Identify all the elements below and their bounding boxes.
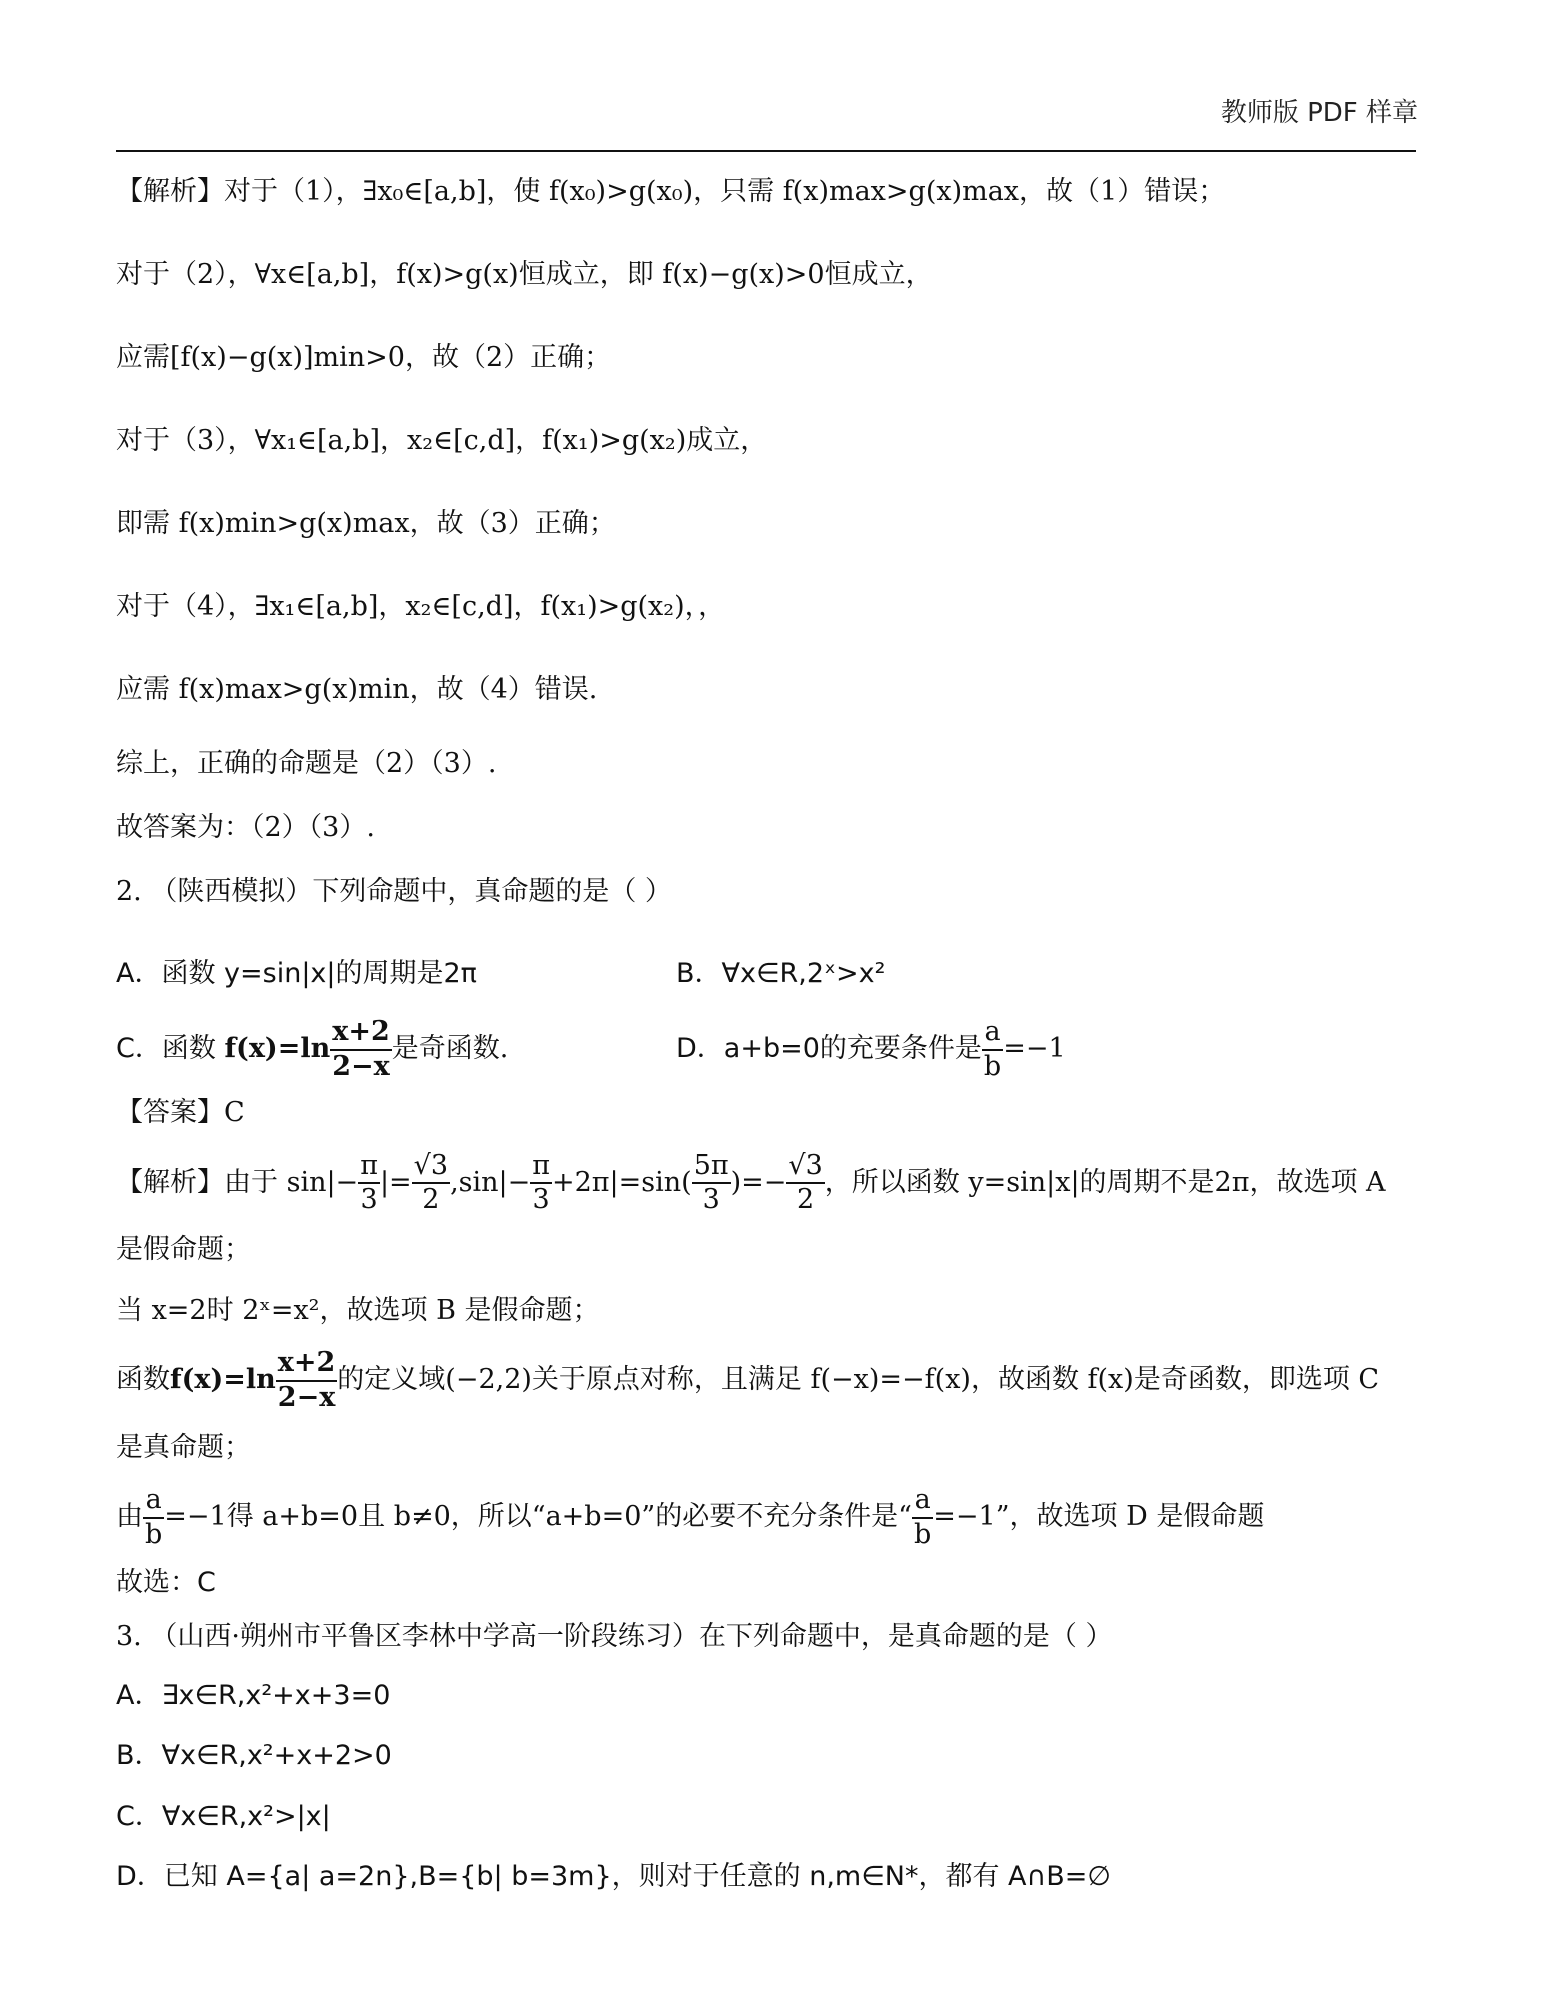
q3-option-a: A．∃x∈R,x²+x+3=0: [116, 1679, 391, 1711]
document-body: [116, 176, 1416, 1893]
q2-option-c: [116, 1016, 676, 1083]
a2-prefix: 【解析】由于 sin|−: [116, 1166, 359, 1198]
a2-conclusion: ，所以函数 y=sin|x|的周期不是2π，故选项 A: [824, 1166, 1386, 1198]
fraction-denominator: 3: [532, 1183, 550, 1215]
analysis-2-line-1: [116, 1150, 1416, 1217]
analysis-1-block: [116, 176, 1416, 936]
a2-frac-pi-3b: [530, 1150, 552, 1217]
analysis-2-line-3: [116, 1347, 1416, 1414]
a2-p4-middle: =−1得 a+b=0且 b≠0，所以“a+b=0”的必要不充分条件是“: [164, 1501, 912, 1533]
page-header: 教师版 PDF 样章: [1220, 98, 1418, 128]
a2-eq1: |=: [379, 1166, 412, 1198]
analysis-2-line-2: 当 x=2时 2ˣ=x²，故选项 B 是假命题；: [116, 1294, 600, 1326]
a2-sin2: ,sin|−: [450, 1166, 531, 1198]
a2-frac-pi-3: [358, 1150, 380, 1217]
fraction-numerator: π: [358, 1150, 380, 1184]
analysis-1-summary: 综上，正确的命题是（2）（3）.: [116, 748, 497, 779]
analysis-1-line-2: 对于（2），∀x∈[a,b]，f(x)>g(x)恒成立，即 f(x)−g(x)>0恒成立，: [116, 259, 933, 290]
q3-option-b: B．∀x∈R,x²+x+2>0: [116, 1740, 392, 1772]
a2-p3-suffix: 的定义域(−2,2)关于原点对称，且满足 f(−x)=−f(x)，故函数 f(x)是奇函数，即选项 C: [337, 1364, 1380, 1396]
question-3-stem: 3. （山西·朔州市平鲁区李林中学高一阶段练习）在下列命题中，是真命题的是（ ）: [116, 1621, 1113, 1653]
q2-row-ab: [116, 958, 1416, 990]
q3-option-d: D．已知 A={a| a=2n},B={b| b=3m}，则对于任意的 n,m∈N*，都有 A∩B=∅: [116, 1861, 1111, 1893]
fraction-numerator: 5π: [692, 1150, 731, 1184]
fraction-numerator: x+2: [330, 1016, 392, 1050]
q2-answer: 【答案】C: [116, 1097, 245, 1129]
q2-option-c-suffix: 是奇函数.: [391, 1033, 509, 1065]
fraction-denominator: 2: [422, 1183, 440, 1215]
a2-frac-sqrt3-2b: [786, 1150, 824, 1217]
q2-option-a: A．函数 y=sin|x|的周期是2π: [116, 958, 477, 989]
fraction-denominator: 3: [360, 1183, 378, 1215]
analysis-1-line-6: 对于（4），∃x₁∈[a,b]，x₂∈[c,d]，f(x₁)>g(x₂)，，: [116, 591, 726, 622]
fraction-numerator: a: [982, 1016, 1003, 1050]
a2-plus2pi: +2π|=sin(: [552, 1166, 692, 1198]
header-rule: [116, 150, 1416, 152]
analysis-2-line-3-cont: 是真命题；: [116, 1431, 251, 1463]
fraction-denominator: 3: [702, 1183, 720, 1215]
a2-frac-sqrt3-2: [412, 1150, 450, 1217]
analysis-2-line-4: [116, 1484, 1416, 1551]
q2-option-d-suffix: =−1: [1003, 1033, 1066, 1065]
a2-p3-prefix: 函数: [116, 1364, 170, 1396]
q2-option-c-fraction: [330, 1016, 392, 1083]
a2-p3-fraction: [276, 1347, 338, 1414]
q2-option-d-prefix: D．a+b=0的充要条件是: [676, 1033, 982, 1065]
fraction-denominator: 2−x: [332, 1050, 390, 1082]
fraction-numerator: a: [912, 1484, 933, 1518]
a2-frac-5pi-3: [692, 1150, 731, 1217]
analysis-2-line-1-cont: 是假命题；: [116, 1234, 251, 1266]
a2-p4-prefix: 由: [116, 1501, 143, 1533]
fraction-numerator: a: [143, 1484, 164, 1518]
a2-p3-fn: f(x)=ln: [170, 1364, 276, 1396]
fraction-numerator: √3: [786, 1150, 824, 1184]
question-2-stem: 2. （陕西模拟）下列命题中，真命题的是（ ）: [116, 876, 672, 907]
fraction-denominator: b: [983, 1050, 1002, 1082]
analysis-1-line-3: 应需[f(x)−g(x)]min>0，故（2）正确；: [116, 342, 612, 373]
analysis-1-line-7: 应需 f(x)max>g(x)min，故（4）错误.: [116, 674, 598, 705]
fraction-numerator: √3: [412, 1150, 450, 1184]
fraction-denominator: b: [914, 1518, 932, 1550]
fraction-denominator: b: [145, 1518, 163, 1550]
fraction-numerator: x+2: [276, 1347, 338, 1381]
a2-p4-suffix: =−1”，故选项 D 是假命题: [933, 1501, 1265, 1533]
analysis-1-line-1: 【解析】对于（1），∃x₀∈[a,b]，使 f(x₀)>g(x₀)，只需 f(x)max>g(x)max，故（1）错误；: [116, 176, 1226, 207]
q2-option-c-prefix: C．函数: [116, 1033, 225, 1065]
fraction-denominator: 2−x: [277, 1381, 336, 1413]
q2-row-cd: [116, 1016, 1416, 1083]
fraction-denominator: 2: [797, 1183, 815, 1215]
q2-option-d-fraction: [982, 1016, 1003, 1083]
analysis-1-line-5: 即需 f(x)min>g(x)max，故（3）正确；: [116, 508, 616, 539]
analysis-2-choice: 故选：C: [116, 1567, 216, 1599]
fraction-numerator: π: [530, 1150, 552, 1184]
a2-p4-frac-a-b: [143, 1484, 164, 1551]
a2-p4-frac-a-b-2: [912, 1484, 933, 1551]
analysis-1-answer: 故答案为：（2）（3）.: [116, 812, 375, 843]
q2-option-b: B．∀x∈R,2ˣ>x²: [676, 958, 886, 989]
a2-eq-neg: )=−: [730, 1166, 787, 1198]
q2-option-c-fn: f(x)=ln: [224, 1033, 331, 1065]
q2-option-d: [676, 1016, 1066, 1083]
q3-option-c: C．∀x∈R,x²>|x|: [116, 1800, 331, 1832]
analysis-1-line-4: 对于（3），∀x₁∈[a,b]，x₂∈[c,d]，f(x₁)>g(x₂)成立，: [116, 425, 768, 456]
